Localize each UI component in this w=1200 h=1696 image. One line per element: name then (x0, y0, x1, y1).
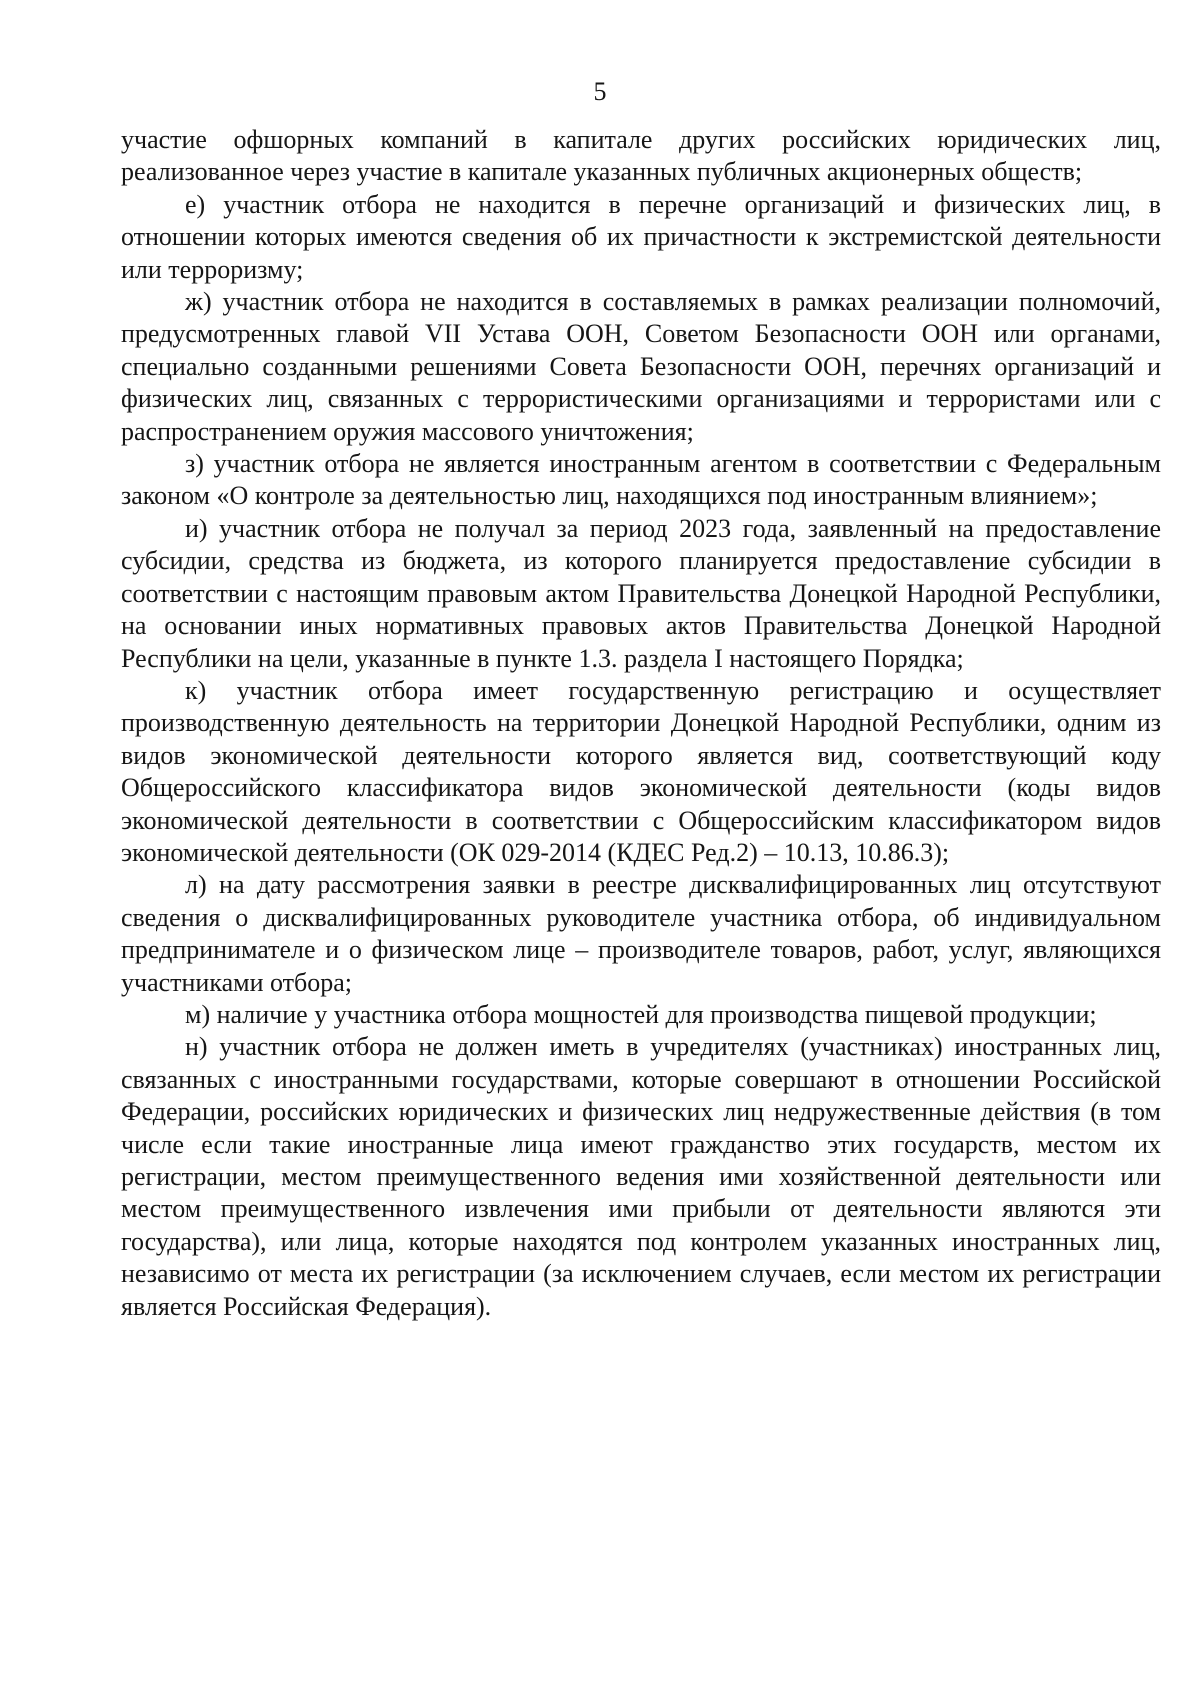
paragraph-item-e: е) участник отбора не находится в перечне организаций и физических лиц, в отношении которых имеются сведения об их причастности к экстремистской деятельности или терроризму; (121, 189, 1161, 284)
paragraph-item-m: м) наличие у участника отбора мощностей для производства пищевой продукции; (185, 999, 1097, 1029)
paragraph-item-k: к) участник отбора имеет государственную регистрацию и осуществляет производственную деятельность на территории Донецкой Народной Республики, одним из видов экономической деятельности которого является вид, соответствующий коду Общероссийского классификатора видов экономической деятельности (коды видов экономической деятельности в соответствии с Общероссийским классификатором видов экономической деятельности (ОК 029-2014 (КДЕС Ред.2) – 10.13, 10.86.3); (121, 675, 1161, 867)
paragraph-item-zh: ж) участник отбора не находится в составляемых в рамках реализации полномочий, предусмотренных главой VII Устава ООН, Советом Безопасности ООН или органами, специально созданными решениями Совета Безопасности ООН, перечнях организаций и физических лиц, связанных с террористическими организациями и террористами или с распространением оружия массового уничтожения; (121, 287, 1161, 446)
paragraph-continuation: участие офшорных компаний в капитале других российских юридических лиц, реализованное через участие в капитале указанных публичных акционерных обществ; (121, 125, 1161, 187)
document-body (121, 124, 1161, 1323)
paragraph-item-l: л) на дату рассмотрения заявки в реестре дисквалифицированных лиц отсутствуют сведения о дисквалифицированных руководителе участника отбора, об индивидуальном предпринимателе и о физическом лице – производителе товаров, работ, услуг, являющихся участниками отбора; (121, 870, 1161, 997)
paragraph-item-i: и) участник отбора не получал за период 2023 года, заявленный на предоставление субсидии, средства из бюджета, из которого планируется предоставление субсидии в соответствии с настоящим правовым актом Правительства Донецкой Народной Республики, на основании иных нормативных правовых актов Правительства Донецкой Народной Республики на цели, указанные в пункте 1.3. раздела I настоящего Порядка; (121, 513, 1161, 673)
paragraph-item-z: з) участник отбора не является иностранным агентом в соответствии с Федеральным законом «О контроле за деятельностью лиц, находящихся под иностранным влиянием»; (121, 449, 1161, 511)
paragraph-item-n: н) участник отбора не должен иметь в учредителях (участниках) иностранных лиц, связанных с иностранными государствами, которые совершают в отношении Российской Федерации, российских юридических и физических лиц недружественные действия (в том числе если такие иностранные лица имеют гражданство этих государств, местом их регистрации, местом преимущественного ведения ими хозяйственной деятельности или местом преимущественного извлечения ими прибыли от деятельности являются эти государства), или лица, которые находятся под контролем указанных иностранных лиц, независимо от места их регистрации (за исключением случаев, если местом их регистрации является Российская Федерация). (121, 1032, 1161, 1321)
page-number: 5 (593, 77, 607, 106)
